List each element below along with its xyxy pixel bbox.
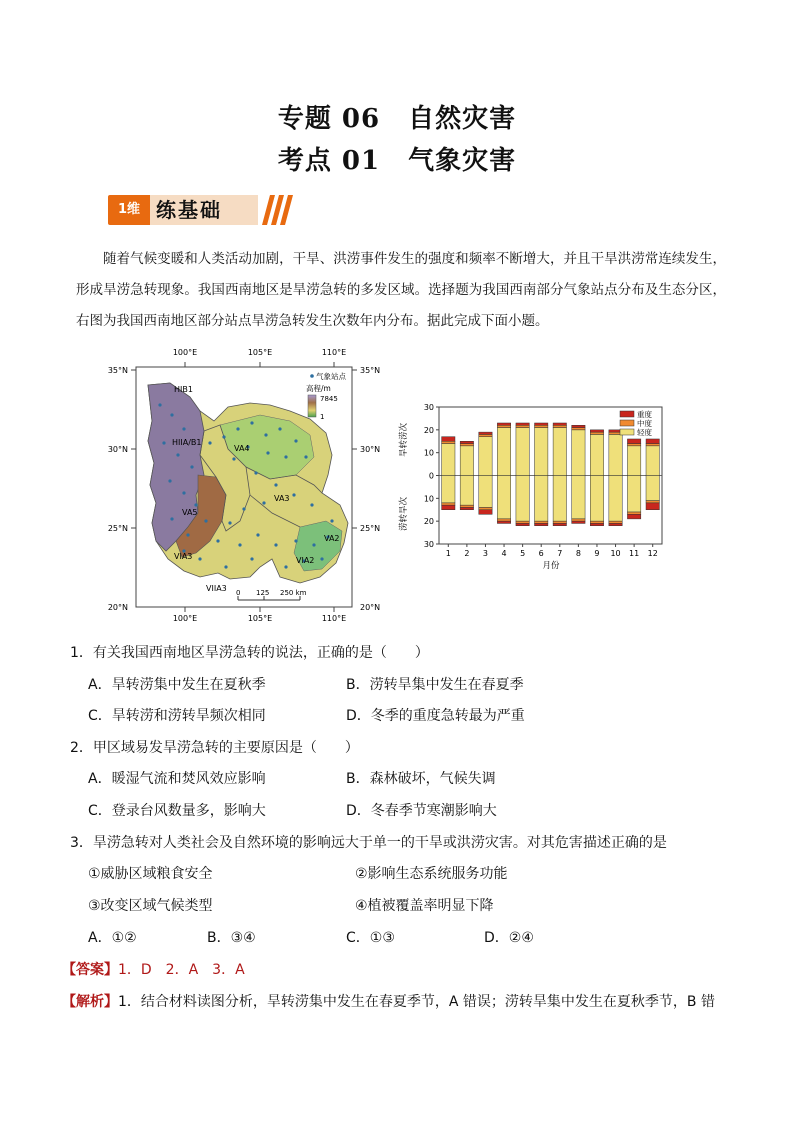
question-3-option-b[interactable]: B．③④	[207, 930, 256, 946]
question-3-item-1: ①威胁区域粮食安全	[88, 866, 213, 882]
bar-up-中度	[479, 434, 492, 436]
question-3-item-4: ④植被覆盖率明显下降	[355, 898, 494, 914]
lat-label: 35°N	[107, 366, 128, 375]
bar-up-轻度	[627, 446, 640, 476]
scale-label: 250 km	[280, 589, 307, 597]
bar-down-中度	[627, 512, 640, 514]
bar-up-中度	[553, 425, 566, 427]
bar-down-轻度	[553, 476, 566, 522]
x-tick-label: 5	[520, 549, 526, 558]
y-tick-label: 10	[423, 494, 434, 504]
legend-swatch	[620, 429, 634, 435]
question-3-option-a[interactable]: A．①②	[88, 930, 137, 946]
legend-swatch	[620, 411, 634, 417]
bar-up-重度	[535, 423, 548, 425]
question-2-option-c[interactable]: C．登录台风数量多，影响大	[88, 803, 266, 819]
bar-down-中度	[553, 521, 566, 523]
lat-label: 25°N	[360, 524, 381, 533]
ylabel-bottom: 涝转旱次	[399, 496, 409, 532]
bar-up-轻度	[535, 428, 548, 476]
legend-station: 气象站点	[316, 372, 346, 381]
region-label: VIA2	[296, 556, 315, 565]
bar-up-轻度	[590, 434, 603, 475]
lon-label: 105°E	[247, 348, 273, 357]
x-tick-label: 8	[575, 549, 581, 558]
lat-label: 30°N	[360, 445, 381, 454]
bar-up-轻度	[516, 428, 529, 476]
question-3-item-3: ③改变区域气候类型	[88, 898, 213, 914]
drought-flood-chart	[396, 400, 676, 580]
answer-label: 【答案】	[62, 962, 118, 978]
bar-down-轻度	[590, 476, 603, 522]
bar-up-轻度	[497, 428, 510, 476]
bar-down-轻度	[442, 476, 455, 503]
map-figure	[100, 345, 381, 623]
question-3-option-d[interactable]: D．②④	[484, 930, 534, 946]
lat-label: 30°N	[107, 445, 128, 454]
bar-down-重度	[497, 521, 510, 523]
bar-up-轻度	[442, 444, 455, 476]
x-tick-label: 1	[445, 549, 451, 558]
bar-down-中度	[460, 505, 473, 507]
bar-down-重度	[479, 510, 492, 515]
bar-down-轻度	[535, 476, 548, 522]
answer-text: 1．D 2．A 3．A	[118, 962, 245, 978]
lat-label: 25°N	[107, 524, 128, 533]
bar-up-重度	[553, 423, 566, 425]
region-label: VA2	[324, 534, 340, 543]
lon-label: 110°E	[321, 614, 347, 623]
analysis-line	[62, 992, 715, 1012]
legend-elev-min: 1	[320, 413, 325, 421]
bar-down-中度	[609, 521, 622, 523]
bar-up-中度	[516, 425, 529, 427]
question-2-stem: 2．甲区域易发旱涝急转的主要原因是（ ）	[70, 740, 359, 756]
bar-up-重度	[442, 437, 455, 442]
bar-up-轻度	[572, 430, 585, 476]
question-1-option-d[interactable]: D．冬季的重度急转最为严重	[346, 708, 525, 724]
bar-down-中度	[590, 521, 603, 523]
bar-up-轻度	[646, 446, 659, 476]
page-title: 专题 06 自然灾害	[277, 104, 517, 134]
question-2-option-a[interactable]: A．暖湿气流和焚风效应影响	[88, 771, 266, 787]
bar-down-重度	[572, 521, 585, 523]
bar-down-中度	[479, 507, 492, 509]
question-2-option-d[interactable]: D．冬春季节寒潮影响大	[346, 803, 497, 819]
analysis-label: 【解析】	[62, 994, 118, 1010]
bar-down-重度	[627, 514, 640, 519]
question-3-item-2: ②影响生态系统服务功能	[355, 866, 508, 882]
lon-label: 105°E	[247, 614, 273, 623]
y-tick-label: 20	[423, 517, 434, 527]
lon-label: 100°E	[172, 348, 198, 357]
lon-label: 110°E	[321, 348, 347, 357]
lon-label: 100°E	[172, 614, 198, 623]
bar-down-中度	[497, 519, 510, 521]
bar-down-轻度	[646, 476, 659, 501]
x-tick-label: 4	[501, 549, 507, 558]
bar-down-轻度	[609, 476, 622, 522]
bar-up-中度	[535, 425, 548, 427]
bar-up-重度	[479, 432, 492, 434]
bar-up-中度	[497, 425, 510, 427]
bar-up-重度	[590, 430, 603, 432]
bar-down-重度	[590, 523, 603, 525]
bar-up-轻度	[553, 428, 566, 476]
x-tick-label: 7	[557, 549, 563, 558]
question-1-option-a[interactable]: A．旱转涝集中发生在夏秋季	[88, 677, 266, 693]
x-tick-label: 9	[594, 549, 600, 558]
bar-down-中度	[442, 503, 455, 505]
bar-up-轻度	[479, 437, 492, 476]
x-tick-label: 11	[629, 549, 640, 558]
y-tick-label: 10	[423, 448, 434, 458]
question-3-stem: 3．旱涝急转对人类社会及自然环境的影响远大于单一的干旱或洪涝灾害。对其危害描述正确的是	[70, 835, 667, 851]
y-tick-label: 0	[428, 471, 434, 481]
bar-up-中度	[627, 444, 640, 446]
bar-up-重度	[460, 441, 473, 443]
bar-up-重度	[646, 439, 659, 444]
bar-up-轻度	[460, 446, 473, 476]
x-tick-label: 6	[538, 549, 544, 558]
x-tick-label: 12	[647, 549, 658, 558]
banner-tag: 1维	[108, 195, 150, 225]
bar-up-中度	[572, 428, 585, 430]
bar-down-重度	[646, 503, 659, 510]
bar-down-重度	[516, 523, 529, 525]
legend-label: 轻度	[637, 428, 652, 437]
analysis-text: 1．结合材料读图分析，旱转涝集中发生在春夏季节，A 错误；涝转旱集中发生在夏秋季节，B 错	[118, 994, 715, 1010]
bar-up-重度	[572, 425, 585, 427]
question-1-option-b[interactable]: B．涝转旱集中发生在春夏季	[346, 677, 524, 693]
bar-up-中度	[442, 441, 455, 443]
xlabel: 月份	[542, 561, 560, 571]
question-2-option-b[interactable]: B．森林破坏，气候失调	[346, 771, 496, 787]
region-label: VIIA3	[206, 584, 227, 593]
elevation-legend	[308, 395, 316, 417]
y-tick-label: 20	[423, 425, 434, 435]
bar-down-重度	[535, 523, 548, 525]
legend-label: 中度	[637, 419, 652, 428]
bar-down-重度	[609, 523, 622, 525]
legend-swatch	[620, 420, 634, 426]
x-tick-label: 3	[482, 549, 489, 558]
region-label: HIB1	[174, 385, 193, 394]
bar-down-中度	[516, 521, 529, 523]
bar-down-轻度	[479, 476, 492, 508]
scale-label: 125	[256, 589, 270, 597]
y-tick-label: 30	[423, 540, 434, 549]
x-tick-label: 10	[610, 549, 621, 558]
banner-stripes-icon	[254, 193, 294, 227]
bar-down-中度	[535, 521, 548, 523]
answer-line	[62, 960, 245, 980]
region-label: VIA3	[174, 552, 193, 561]
lat-label: 20°N	[107, 603, 128, 612]
banner-label: 练基础	[150, 195, 258, 225]
bar-up-中度	[460, 444, 473, 446]
bar-down-轻度	[572, 476, 585, 519]
bar-down-轻度	[627, 476, 640, 513]
page-subtitle: 考点 01 气象灾害	[277, 146, 517, 176]
x-tick-label: 2	[464, 549, 470, 558]
bar-down-重度	[553, 523, 566, 525]
bar-down-轻度	[460, 476, 473, 506]
bar-up-重度	[497, 423, 510, 425]
region-label: VA4	[234, 444, 250, 453]
lat-label: 20°N	[360, 603, 381, 612]
legend-label: 重度	[637, 410, 652, 419]
legend-elev-max: 7845	[320, 395, 338, 403]
bar-down-轻度	[516, 476, 529, 522]
bar-down-轻度	[497, 476, 510, 519]
bar-up-中度	[590, 432, 603, 434]
bar-up-中度	[646, 444, 659, 446]
bar-up-重度	[627, 439, 640, 444]
question-1-option-c[interactable]: C．旱转涝和涝转旱频次相同	[88, 708, 266, 724]
bar-up-轻度	[609, 434, 622, 475]
bar-down-重度	[442, 505, 455, 510]
bar-down-重度	[460, 507, 473, 509]
lat-label: 35°N	[360, 366, 381, 375]
bar-down-中度	[572, 519, 585, 521]
bar-up-重度	[516, 423, 529, 425]
question-3-option-c[interactable]: C．①③	[346, 930, 395, 946]
legend-elev-title: 高程/m	[306, 384, 331, 393]
bar-down-中度	[646, 501, 659, 503]
y-tick-label: 30	[423, 403, 434, 412]
region-label: VA5	[182, 508, 198, 517]
scale-label: 0	[236, 589, 241, 597]
region-label: HIIA/B1	[172, 438, 202, 447]
station-legend-icon	[310, 374, 314, 378]
region-label: VA3	[274, 494, 290, 503]
ylabel-top: 旱转涝次	[399, 422, 409, 458]
intro-paragraph: 随着气候变暖和人类活动加剧，干旱、洪涝事件发生的强度和频率不断增大，并且干旱洪涝常连续发生，形成旱涝急转现象。我国西南地区是旱涝急转的多发区域。选择题为我国西南部分气象站点分布及生态分区，右图为我国西南地区部分站点旱涝急转发生次数年内分布。据此完成下面小题。	[76, 251, 726, 329]
section-banner	[108, 193, 288, 227]
question-1-stem: 1．有关我国西南地区旱涝急转的说法，正确的是（ ）	[70, 645, 429, 661]
